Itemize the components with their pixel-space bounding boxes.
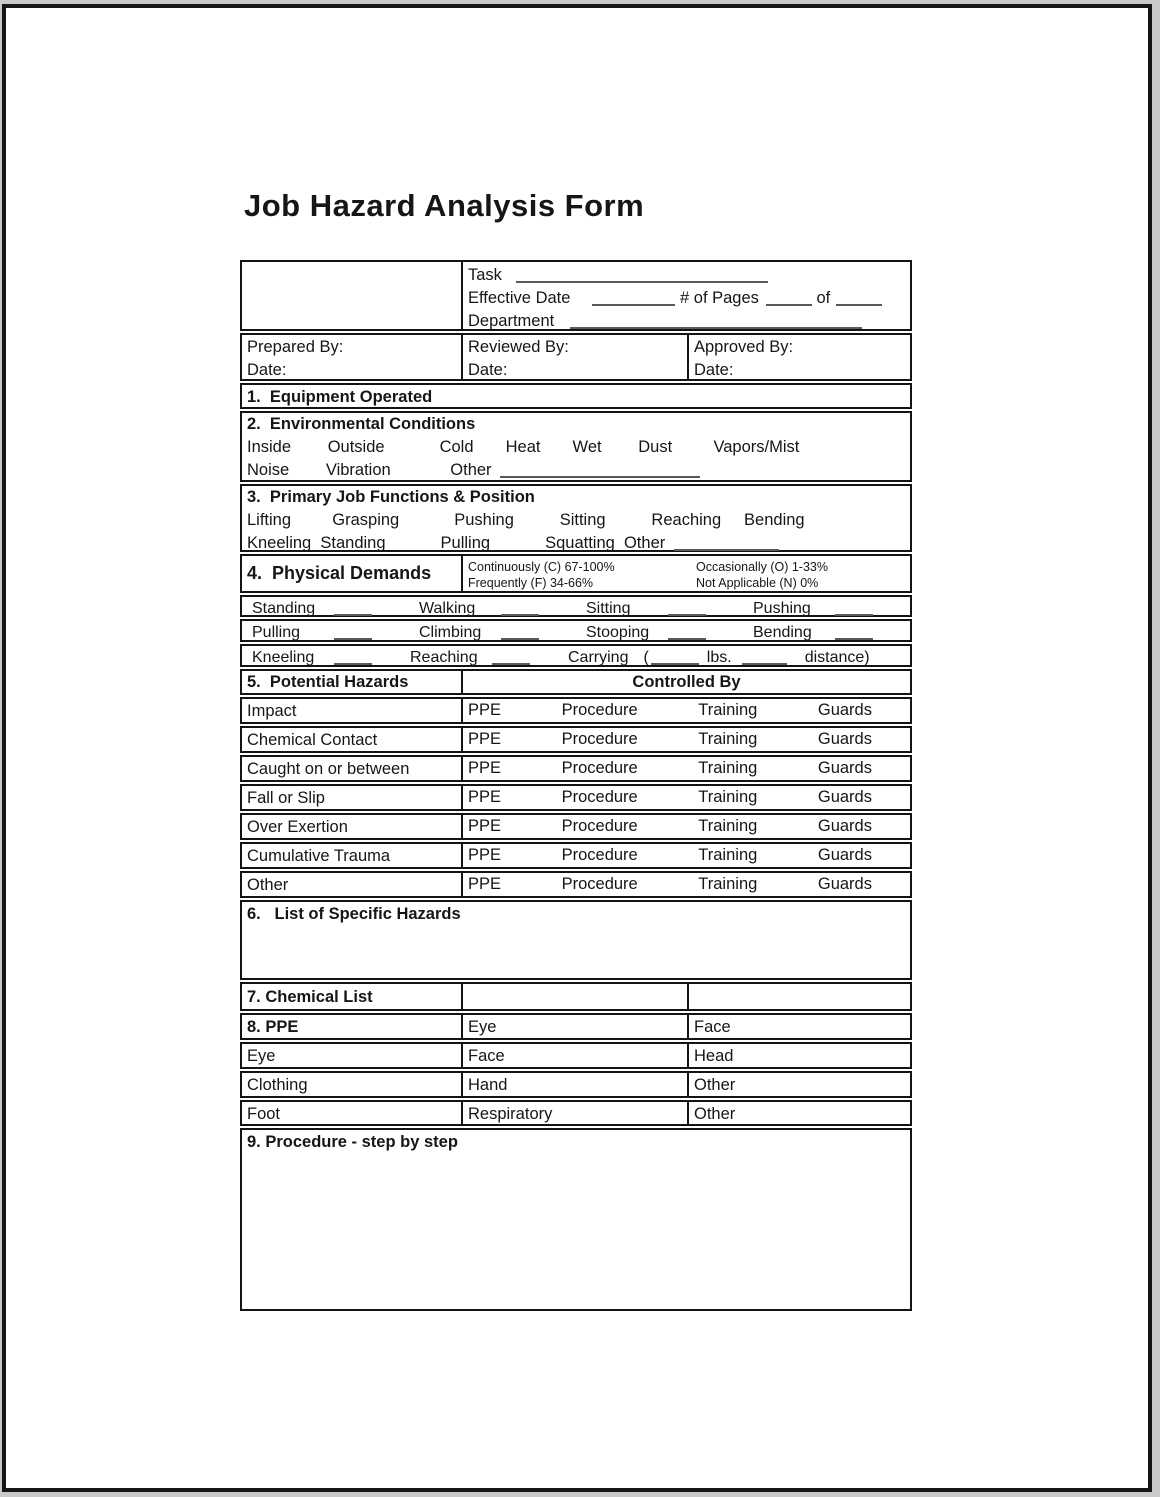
control-ppe: PPE xyxy=(468,701,502,719)
header-row-signatures xyxy=(240,333,912,381)
hazard-row-over-exertion xyxy=(240,813,912,840)
job-functions-other-blank-line xyxy=(674,536,779,551)
hazard-controls xyxy=(461,786,910,809)
demand-label: Pushing xyxy=(753,600,811,617)
task-label: Task xyxy=(468,266,502,284)
demand-item xyxy=(409,622,576,642)
ppe-cell: Other xyxy=(687,1102,910,1124)
header-row-task xyxy=(240,260,912,331)
demand-label: Climbing xyxy=(419,624,482,641)
chemical-list-cell-2 xyxy=(461,984,687,1009)
control-ppe: PPE xyxy=(468,846,502,864)
task-info-cell xyxy=(461,262,910,329)
environmental-options-line-1: Inside Outside Cold Heat Wet Dust Vapors/Mist xyxy=(247,438,800,456)
control-training: Training xyxy=(698,846,758,864)
ppe-cell: Eye xyxy=(461,1015,687,1038)
hazard-controls xyxy=(461,815,910,838)
control-guards: Guards xyxy=(817,817,872,835)
ppe-row-3 xyxy=(240,1071,912,1098)
carrying-open-paren: ( xyxy=(643,649,649,666)
section-1-equipment-operated xyxy=(240,383,912,409)
hazard-row-impact xyxy=(240,697,912,724)
ppe-row-2 xyxy=(240,1042,912,1069)
ppe-cell: Eye xyxy=(247,1047,276,1065)
hazard-label: Cumulative Trauma xyxy=(247,847,391,865)
section-8-title: 8. PPE xyxy=(247,1018,299,1036)
hazard-row-cumulative-trauma xyxy=(240,842,912,869)
effective-date-line xyxy=(468,287,910,310)
hazard-row-other xyxy=(240,871,912,898)
physical-demands-legend xyxy=(461,556,910,591)
hazard-controls xyxy=(461,757,910,780)
hazard-controls xyxy=(461,699,910,722)
demand-item xyxy=(242,647,400,667)
hazard-label: Over Exertion xyxy=(247,818,348,836)
hazard-label: Impact xyxy=(247,702,297,720)
effective-date-label: Effective Date xyxy=(468,289,571,307)
demand-blank-line xyxy=(668,625,706,640)
section-1-title: 1. Equipment Operated xyxy=(247,388,433,406)
effective-date-blank-line xyxy=(592,291,675,306)
control-procedure: Procedure xyxy=(561,759,638,777)
control-procedure: Procedure xyxy=(561,875,638,893)
demand-blank-line xyxy=(334,650,372,665)
control-training: Training xyxy=(698,759,758,777)
demand-item xyxy=(409,598,576,618)
control-training: Training xyxy=(698,788,758,806)
job-functions-line-1: Lifting Grasping Pushing Sitting Reaching Bending xyxy=(247,511,805,529)
reviewed-by-cell xyxy=(461,335,687,379)
hazard-label: Fall or Slip xyxy=(247,789,325,807)
demand-blank-line xyxy=(492,650,530,665)
approved-date-label: Date: xyxy=(694,361,734,379)
control-guards: Guards xyxy=(817,788,872,806)
ppe-cell: Head xyxy=(687,1044,910,1067)
section-7-title: 7. Chemical List xyxy=(247,988,373,1006)
demand-item xyxy=(743,622,910,642)
document-page xyxy=(2,4,1152,1492)
demand-item xyxy=(242,622,409,642)
control-guards: Guards xyxy=(817,701,872,719)
pages-blank-line xyxy=(766,291,812,306)
environmental-options-line-2 xyxy=(242,459,910,482)
section-7-chemical-list xyxy=(240,982,912,1011)
job-functions-line-2-text: Kneeling Standing Pulling Squatting Other xyxy=(247,534,666,552)
demand-item xyxy=(576,622,743,642)
control-procedure: Procedure xyxy=(561,730,638,748)
section-2-environmental-conditions xyxy=(240,411,912,482)
physical-demands-row-1 xyxy=(240,595,912,617)
demand-label: Reaching xyxy=(410,649,478,666)
demand-item xyxy=(576,598,743,618)
hazard-controls xyxy=(461,728,910,751)
demand-item xyxy=(242,598,409,618)
demand-item xyxy=(400,647,558,667)
demand-label: Kneeling xyxy=(252,649,315,666)
carrying-lbs-label: lbs. xyxy=(706,649,732,666)
controlled-by-header: Controlled By xyxy=(461,671,910,693)
demand-blank-line xyxy=(501,601,539,616)
carrying-lbs-blank-line xyxy=(651,650,699,665)
section-6-list-of-specific-hazards xyxy=(240,900,912,980)
carrying-distance-blank-line xyxy=(742,650,787,665)
control-guards: Guards xyxy=(817,875,872,893)
page-title: Job Hazard Analysis Form xyxy=(244,188,645,223)
hazard-row-chemical-contact xyxy=(240,726,912,753)
demand-blank-line xyxy=(334,625,372,640)
of-label: of xyxy=(816,289,831,307)
jha-form xyxy=(240,260,912,1311)
control-ppe: PPE xyxy=(468,730,502,748)
prepared-date-label: Date: xyxy=(247,361,287,379)
chemical-list-cell-3 xyxy=(687,984,910,1009)
prepared-by-label: Prepared By: xyxy=(247,338,344,356)
section-9-title: 9. Procedure - step by step xyxy=(247,1133,458,1151)
hazard-controls xyxy=(461,873,910,896)
demand-label: Walking xyxy=(419,600,476,617)
section-8-ppe-header-row xyxy=(240,1013,912,1040)
control-guards: Guards xyxy=(817,730,872,748)
demand-blank-line xyxy=(334,601,372,616)
demand-label: Pulling xyxy=(252,624,301,641)
demand-label: Standing xyxy=(252,600,316,617)
hazard-label: Caught on or between xyxy=(247,760,410,778)
demand-blank-line xyxy=(668,601,706,616)
control-training: Training xyxy=(698,701,758,719)
approved-by-label: Approved By: xyxy=(694,338,794,356)
environmental-options-line-2-text: Noise Vibration Other xyxy=(247,461,492,479)
ppe-cell: Hand xyxy=(461,1073,687,1096)
hazard-row-caught-on-or-between xyxy=(240,755,912,782)
control-guards: Guards xyxy=(817,846,872,864)
job-functions-line-2 xyxy=(242,532,910,555)
ppe-cell: Face xyxy=(461,1044,687,1067)
legend-continuously: Continuously (C) 67-100% xyxy=(468,560,615,574)
control-ppe: PPE xyxy=(468,759,502,777)
carrying-item xyxy=(558,647,870,667)
pages-label: # of Pages xyxy=(680,289,759,307)
ppe-cell: Other xyxy=(687,1073,910,1096)
control-procedure: Procedure xyxy=(561,788,638,806)
demand-blank-line xyxy=(835,601,873,616)
hazard-label: Chemical Contact xyxy=(247,731,378,749)
section-5-potential-hazards-header xyxy=(240,669,912,695)
ppe-cell: Clothing xyxy=(247,1076,308,1094)
task-blank-line xyxy=(516,268,768,283)
legend-column-right xyxy=(696,559,828,591)
section-5-title: 5. Potential Hazards xyxy=(247,673,409,691)
demand-item xyxy=(743,598,910,618)
physical-demands-row-3 xyxy=(240,644,912,667)
section-6-title: 6. List of Specific Hazards xyxy=(247,905,461,923)
section-4-title: 4. Physical Demands xyxy=(247,563,432,583)
legend-frequently: Frequently (F) 34-66% xyxy=(468,576,594,590)
ppe-cell: Foot xyxy=(247,1105,281,1123)
physical-demands-row-2 xyxy=(240,619,912,642)
approved-by-cell xyxy=(687,335,910,379)
hazard-label: Other xyxy=(247,876,289,894)
hazard-row-fall-or-slip xyxy=(240,784,912,811)
hazard-controls xyxy=(461,844,910,867)
control-procedure: Procedure xyxy=(561,817,638,835)
control-guards: Guards xyxy=(817,759,872,777)
ppe-cell: Respiratory xyxy=(461,1102,687,1124)
section-3-title: 3. Primary Job Functions & Position xyxy=(247,488,535,506)
reviewed-by-label: Reviewed By: xyxy=(468,338,569,356)
legend-column-left xyxy=(468,559,696,591)
control-procedure: Procedure xyxy=(561,846,638,864)
demand-blank-line xyxy=(501,625,539,640)
section-2-title: 2. Environmental Conditions xyxy=(247,415,476,433)
department-label: Department xyxy=(468,312,555,330)
carrying-distance-label: distance) xyxy=(804,649,870,666)
department-blank-line xyxy=(570,314,862,329)
department-line xyxy=(468,310,910,333)
demand-label: Stooping xyxy=(586,624,650,641)
ppe-cell: Face xyxy=(687,1015,910,1038)
prepared-by-cell xyxy=(242,335,461,379)
demand-blank-line xyxy=(835,625,873,640)
demand-label: Sitting xyxy=(586,600,631,617)
control-training: Training xyxy=(698,730,758,748)
control-procedure: Procedure xyxy=(561,701,638,719)
control-ppe: PPE xyxy=(468,875,502,893)
control-training: Training xyxy=(698,817,758,835)
pages-total-blank-line xyxy=(836,291,882,306)
reviewed-date-label: Date: xyxy=(468,361,508,379)
legend-not-applicable: Not Applicable (N) 0% xyxy=(696,576,819,590)
demand-label: Bending xyxy=(753,624,812,641)
header-empty-cell xyxy=(242,262,461,329)
environmental-other-blank-line xyxy=(500,463,700,478)
section-4-physical-demands xyxy=(240,554,912,593)
control-ppe: PPE xyxy=(468,817,502,835)
section-9-procedure xyxy=(240,1128,912,1311)
carrying-label: Carrying xyxy=(568,649,629,666)
legend-occasionally: Occasionally (O) 1-33% xyxy=(696,560,828,574)
section-3-primary-job-functions xyxy=(240,484,912,552)
ppe-row-4 xyxy=(240,1100,912,1126)
task-line xyxy=(468,264,910,287)
control-training: Training xyxy=(698,875,758,893)
control-ppe: PPE xyxy=(468,788,502,806)
